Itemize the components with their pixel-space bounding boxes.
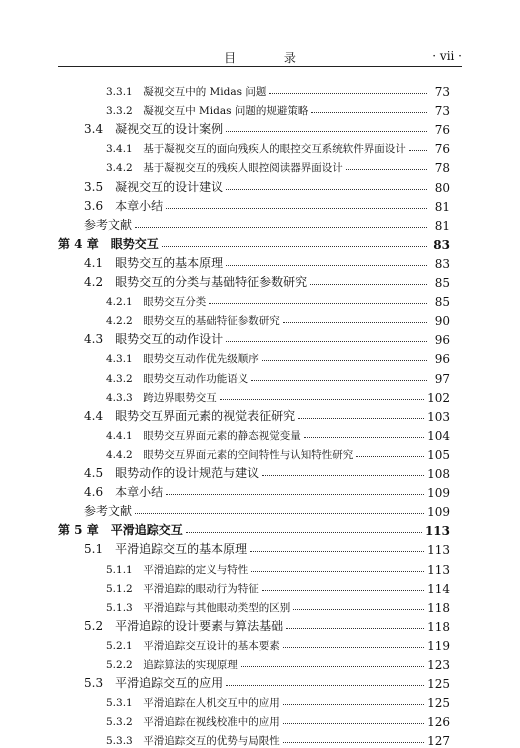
toc-leader-dots [311,112,427,113]
toc-entry-title: 5.1.3 平滑追踪与其他眼动类型的区别 [106,601,291,614]
toc-leader-dots [226,341,427,342]
toc-entry-page: 127 [427,734,450,748]
toc-entry-title: 3.4 凝视交互的设计案例 [84,122,224,137]
toc-entry-title: 4.2 眼势交互的分类与基础特征参数研究 [84,275,308,289]
toc-leader-dots [283,723,424,724]
toc-entry[interactable] [106,347,450,366]
toc-entry-title: 4.3 眼势交互的动作设计 [84,332,224,347]
toc-leader-dots [241,666,424,667]
toc-entry-page: 113 [427,543,450,558]
toc-entry[interactable] [84,271,450,290]
toc-entry[interactable] [106,424,450,443]
toc-entry-page: 103 [427,409,450,424]
toc-leader-dots [283,704,424,705]
toc-entry[interactable] [84,615,450,634]
toc-entry-page: 118 [427,600,450,615]
toc-entry-page: 90 [434,314,450,329]
toc-entry[interactable] [106,558,450,577]
toc-entry-title: 3.5 凝视交互的设计建议 [84,179,224,194]
toc-entry-page: 81 [434,218,450,233]
toc-entry-title: 4.2.1 眼势交互分类 [106,296,207,309]
toc-entry[interactable] [106,309,450,328]
toc-entry-page: 97 [434,371,450,386]
toc-entry[interactable] [106,443,450,462]
toc-entry-title: 4.6 本章小结 [84,485,164,500]
toc-entry[interactable] [106,386,450,405]
toc-entry-page: 105 [427,447,450,462]
toc-entry-title: 5.3.1 平滑追踪在人机交互中的应用 [106,697,280,710]
toc-entry-title: 参考文献 [84,504,133,519]
toc-entry[interactable] [84,538,450,557]
toc-entry-title: 4.5 眼势动作的设计规范与建议 [84,466,260,480]
toc-leader-dots [293,609,424,610]
toc-entry-title: 4.3.2 眼势交互动作功能语义 [106,372,249,385]
toc-entry[interactable] [84,672,450,691]
toc-entry-page: 125 [427,696,450,711]
toc-entry[interactable] [106,596,450,615]
toc-entry-page: 113 [427,562,450,577]
toc-leader-dots [283,322,427,323]
toc-entry-page: 114 [427,581,450,596]
toc-entry-title: 4.3.1 眼势交互动作优先级顺序 [106,353,259,366]
toc-entry[interactable] [106,367,450,386]
toc-entry[interactable] [106,653,450,672]
toc-leader-dots [226,685,424,686]
toc-leader-dots [251,380,427,381]
toc-leader-dots [409,150,427,151]
toc-leader-dots [298,418,424,419]
toc-leader-dots [226,131,427,132]
toc-leader-dots [262,590,424,591]
toc-entry-title: 参考文献 [84,217,133,232]
toc-entry-title: 3.4.1 基于凝视交互的面向残疾人的眼控交互系统软件界面设计 [106,143,406,156]
toc-entry-title: 5.3.2 平滑追踪在视线校准中的应用 [106,716,280,729]
toc-entry-title: 4.3.3 跨边界眼势交互 [106,391,217,404]
toc-entry-page: 108 [427,467,450,481]
toc-entry[interactable] [106,634,450,653]
toc-entry-title: 3.3.2 凝视交互中 Midas 问题的规避策略 [106,105,309,118]
toc-leader-dots [262,360,427,361]
toc-entry-page: 113 [424,524,450,539]
toc-entry-title: 4.2.2 眼势交互的基础特征参数研究 [106,315,280,328]
toc-entry[interactable] [84,328,450,347]
toc-entry[interactable] [106,137,450,156]
toc-entry-page: 109 [427,486,450,501]
toc-entry-title: 3.6 本章小结 [84,198,164,213]
toc-entry[interactable] [84,462,450,481]
toc-entry-title: 5.2 平滑追踪的设计要素与算法基础 [84,618,284,633]
toc-entry-title: 4.4.2 眼势交互界面元素的空间特性与认知特性研究 [106,448,354,461]
toc-entry-page: 104 [427,428,450,443]
toc-entry-page: 125 [427,677,450,692]
toc-leader-dots [286,628,424,629]
toc-entry[interactable] [58,233,450,252]
toc-entry-page: 96 [434,333,450,348]
toc-entry-title: 第 4 章 眼势交互 [58,236,159,251]
toc-entry-title: 5.2.2 追踪算法的实现原理 [106,659,238,671]
toc-entry-page: 119 [427,638,450,653]
toc-entry-page: 85 [434,295,450,310]
toc-entry[interactable] [84,176,450,195]
toc-leader-dots [283,742,424,743]
toc-entry-title: 5.1.1 平滑追踪的定义与特性 [106,563,249,576]
toc-leader-dots [166,494,424,495]
toc-entry[interactable] [84,252,450,271]
toc-entry-page: 126 [427,715,450,730]
toc-entry-page: 118 [427,619,450,634]
running-header [58,46,462,67]
toc-entry-page: 83 [434,256,450,271]
toc-leader-dots [356,456,424,457]
toc-entry-page: 123 [427,658,450,672]
toc-entry-page: 96 [434,352,450,367]
toc-leader-dots [226,265,427,266]
toc-leader-dots [262,475,424,476]
toc-entry-page: 102 [427,390,450,405]
header-page-number: · vii · [432,49,462,63]
toc-leader-dots [251,571,424,572]
toc-entry[interactable] [84,195,450,214]
toc-entry[interactable] [84,405,450,424]
toc-entry-title: 5.1 平滑追踪交互的基本原理 [84,542,248,557]
toc-entry-page: 109 [427,505,450,520]
toc-entry-page: 85 [434,276,450,290]
toc-entry[interactable] [84,481,450,500]
toc-entry-page: 73 [434,85,450,99]
toc-leader-dots [269,93,427,94]
toc-entry-title: 4.1 眼势交互的基本原理 [84,255,224,270]
toc-entry-page: 81 [434,199,450,214]
toc-entry-title: 3.4.2 基于凝视交互的残疾人眼控阅读器界面设计 [106,162,343,175]
toc-leader-dots [135,227,427,228]
toc-entry[interactable] [106,290,450,309]
toc-entry[interactable] [84,118,450,137]
toc-entry[interactable] [106,80,450,99]
toc-entry[interactable] [106,691,450,710]
toc-entry-page: 73 [434,104,450,119]
toc-leader-dots [186,532,422,533]
toc-entry[interactable] [106,710,450,729]
toc-entry[interactable] [58,519,450,538]
toc-leader-dots [162,246,427,247]
toc-entry-page: 78 [434,161,450,176]
toc-leader-dots [283,647,424,648]
toc-leader-dots [209,303,427,304]
toc-leader-dots [226,189,427,190]
toc-entry[interactable] [84,214,450,233]
toc-entry-title: 第 5 章 平滑追踪交互 [58,523,183,538]
toc-entry[interactable] [106,156,450,175]
toc-entry[interactable] [106,99,450,118]
header-title: 目 录 [224,51,318,65]
toc-entry-title: 4.4 眼势交互界面元素的视觉表征研究 [84,408,296,423]
toc-entry[interactable] [106,577,450,596]
toc-entry-title: 3.3.1 凝视交互中的 Midas 问题 [106,86,267,98]
toc-entry-page: 76 [434,142,450,157]
toc-leader-dots [166,208,427,209]
toc-leader-dots [135,513,424,514]
toc-entry-title: 5.3.3 平滑追踪交互的优势与局限性 [106,735,280,748]
toc-entry[interactable] [84,500,450,519]
toc-entry-title: 5.1.2 平滑追踪的眼动行为特征 [106,582,259,595]
toc-entry-page: 83 [433,237,450,252]
toc-entry-page: 80 [434,180,450,195]
toc-entry-title: 4.4.1 眼势交互界面元素的静态视觉变量 [106,429,301,442]
toc-leader-dots [304,437,424,438]
toc-entry-page: 76 [434,123,450,138]
toc-entry-title: 5.2.1 平滑追踪交互设计的基本要素 [106,639,280,652]
toc-leader-dots [346,169,427,170]
toc-leader-dots [310,284,427,285]
toc-entry-title: 5.3 平滑追踪交互的应用 [84,676,224,691]
toc-entry[interactable] [106,729,450,748]
toc-leader-dots [250,551,424,552]
toc-leader-dots [220,399,424,400]
